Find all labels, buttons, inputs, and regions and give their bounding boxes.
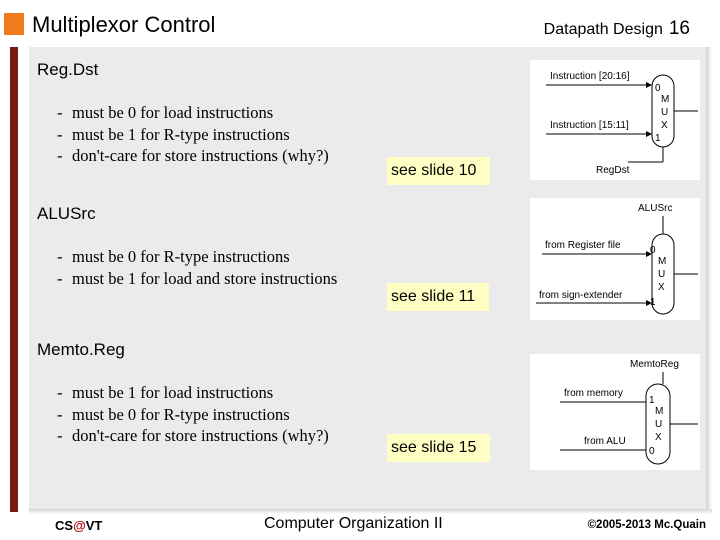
mux-input-label: from Register file [545, 240, 621, 251]
mux-letter: X [658, 282, 665, 293]
bullet-item: - must be 1 for load and store instructions [57, 268, 338, 288]
left-accent-bar [10, 47, 18, 512]
footer-left-prefix: CS [55, 518, 74, 533]
mux-top-input: 1 [649, 395, 655, 406]
mux-letter: X [661, 120, 668, 131]
mux-top-input: 0 [655, 83, 661, 94]
mux-input-label: from sign-extender [539, 290, 623, 301]
bullet-item: - must be 0 for R-type instructions [57, 404, 290, 424]
mux-letter: U [658, 269, 666, 280]
mux-letter: U [655, 419, 663, 430]
course-label: Datapath Design [543, 21, 663, 38]
mux-control-label: ALUSrc [638, 203, 673, 214]
accent-square [4, 13, 24, 35]
section-title-regdst: Reg.Dst [37, 60, 99, 79]
mux-letter: X [655, 432, 662, 443]
footer-left-at: @ [73, 518, 86, 533]
mux-input-label: Instruction [15:11] [550, 120, 629, 131]
section-title-alusrc: ALUSrc [37, 204, 96, 223]
bullet-item: - don't-care for store instructions (why?) [57, 146, 329, 165]
footer-center: Computer Organization II [264, 515, 443, 532]
bullet-list-memtoreg [57, 382, 329, 447]
regdst-mux-diagram [530, 60, 700, 180]
bullet-list-alusrc [57, 246, 337, 289]
bullet-list-regdst [57, 102, 329, 167]
section-title-memtoreg: Memto.Reg [37, 340, 125, 359]
mux-letter: U [661, 107, 669, 118]
footer-left-suffix: VT [85, 518, 103, 533]
alusrc-mux-diagram [530, 198, 700, 320]
slide-header-right [544, 18, 690, 40]
mux-input-label: from memory [564, 388, 623, 399]
bullet-item: - don't-care for store instructions (why?) [57, 426, 329, 445]
mux-bottom-input: 1 [650, 297, 656, 308]
mux-letter: M [658, 256, 667, 267]
footer-left [55, 518, 102, 533]
bullet-item: - must be 1 for load instructions [57, 383, 274, 402]
mux-bottom-input: 0 [649, 446, 655, 457]
memtoreg-mux-diagram [530, 354, 700, 470]
mux-input-label: from ALU [584, 436, 626, 447]
see-slide-label-memtoreg: see slide 15 [387, 434, 490, 462]
see-slide-label-regdst: see slide 10 [387, 157, 490, 185]
page-number: 16 [668, 18, 690, 39]
mux-control-label: MemtoReg [630, 359, 679, 370]
mux-bottom-input: 1 [655, 133, 661, 144]
mux-letter: M [661, 94, 670, 105]
bullet-item: - must be 1 for R-type instructions [57, 124, 290, 144]
mux-top-input: 0 [650, 245, 656, 256]
mux-letter: M [655, 406, 664, 417]
panel-shadow-bottom [29, 509, 712, 514]
bullet-item: - must be 0 for load instructions [57, 103, 274, 122]
bullet-item: - must be 0 for R-type instructions [57, 247, 290, 266]
panel-shadow-right [706, 47, 712, 512]
footer-copyright: ©2005-2013 Mc.Quain [587, 519, 706, 531]
mux-input-label: Instruction [20:16] [550, 71, 630, 82]
slide-title: Multiplexor Control [32, 12, 216, 37]
see-slide-label-alusrc: see slide 11 [387, 283, 489, 311]
mux-control-label: RegDst [596, 165, 630, 176]
